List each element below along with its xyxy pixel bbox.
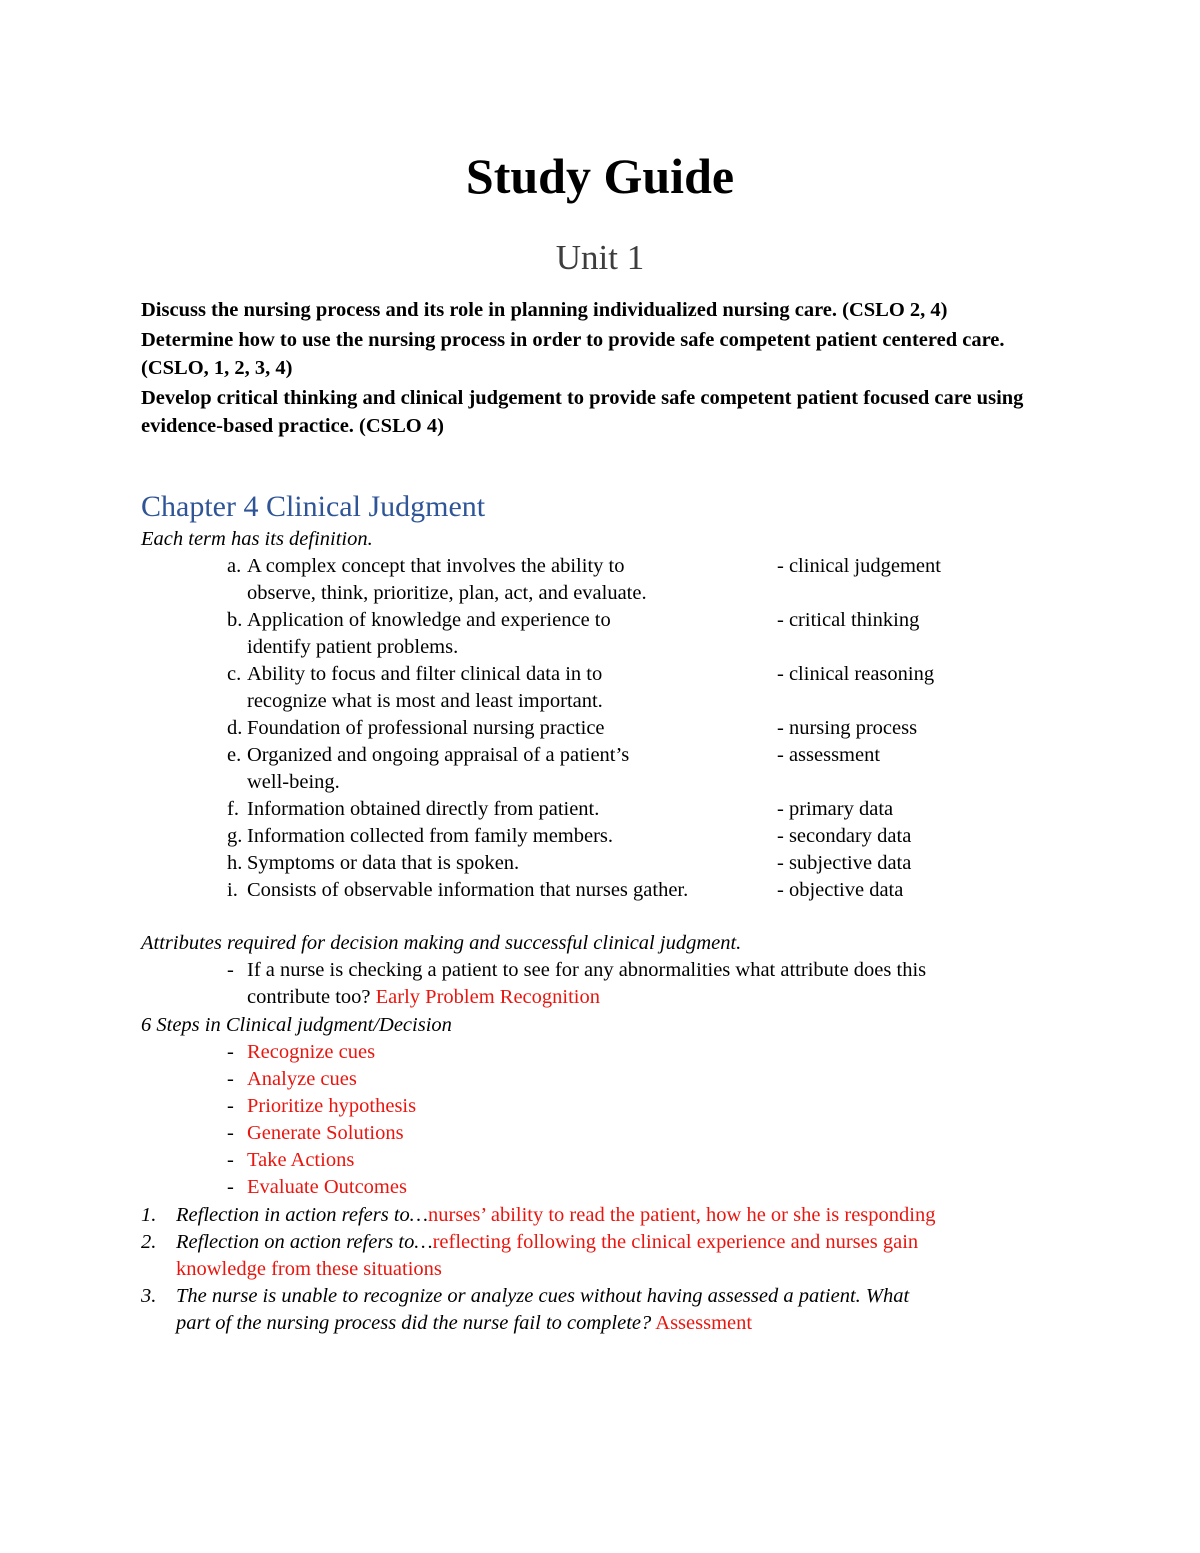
term-row (141, 877, 1101, 904)
term-answer: - nursing process (777, 717, 918, 739)
term-answer: - critical thinking (777, 609, 920, 631)
term-definition: Information collected from family members. (247, 825, 614, 847)
term-letter: h. (227, 852, 243, 874)
objective-1: Discuss the nursing process and its role in planning individualized nursing care. (CSLO 2, 4) (141, 299, 948, 321)
terms-intro: Each term has its definition. (141, 528, 373, 550)
list-item (141, 1120, 1081, 1147)
question-answer: reflecting following the clinical experience and nurses gain (432, 1231, 919, 1253)
list-item (141, 1066, 1081, 1093)
term-row (141, 742, 1101, 796)
term-row (141, 715, 1101, 742)
terms-list (141, 553, 1101, 904)
term-answer: - subjective data (777, 852, 912, 874)
term-answer: - objective data (777, 879, 904, 901)
dash-bullet: - (227, 959, 234, 981)
term-definition-cont: well-being. (247, 771, 340, 793)
question-answer-cont: knowledge from these situations (176, 1258, 442, 1280)
term-definition: Application of knowledge and experience to (247, 609, 611, 631)
question-prompt: The nurse is unable to recognize or analyze cues without having assessed a patient. What (176, 1285, 910, 1307)
term-row (141, 607, 1101, 661)
list-item (141, 1093, 1081, 1120)
dash-bullet: - (227, 1176, 234, 1198)
questions-list (141, 1202, 1081, 1337)
attributes-answer: Early Problem Recognition (375, 986, 600, 1008)
term-definition: Foundation of professional nursing practice (247, 717, 605, 739)
attributes-list (141, 957, 1081, 1011)
learning-objectives (141, 296, 1061, 442)
question-number: 3. (141, 1285, 157, 1307)
attributes-question-cont: contribute too? (247, 986, 371, 1008)
objective-3: Develop critical thinking and clinical judgement to provide safe competent patient focused care using evidence-based practice. (CSLO 4) (141, 387, 1024, 437)
list-item (141, 1229, 1081, 1283)
question-answer: Assessment (655, 1312, 753, 1334)
term-letter: c. (227, 663, 242, 685)
term-row (141, 796, 1101, 823)
term-letter: f. (227, 798, 239, 820)
term-answer: - assessment (777, 744, 881, 766)
dash-bullet: - (227, 1122, 234, 1144)
question-number: 1. (141, 1204, 157, 1226)
step-text: Evaluate Outcomes (247, 1176, 407, 1198)
question-answer: nurses’ ability to read the patient, how he or she is responding (428, 1204, 936, 1226)
unit-subtitle: Unit 1 (555, 238, 645, 277)
term-definition: Information obtained directly from patient. (247, 798, 600, 820)
dash-bullet: - (227, 1041, 234, 1063)
list-item (141, 1283, 1081, 1337)
term-definition-cont: observe, think, prioritize, plan, act, and evaluate. (247, 582, 647, 604)
question-prompt: Reflection on action refers to… (176, 1231, 433, 1253)
step-text: Prioritize hypothesis (247, 1095, 417, 1117)
step-text: Recognize cues (247, 1041, 376, 1063)
term-definition: Symptoms or data that is spoken. (247, 852, 520, 874)
step-text: Take Actions (247, 1149, 355, 1171)
question-number: 2. (141, 1231, 157, 1253)
objective-2: Determine how to use the nursing process in order to provide safe competent patient centered care. (CSLO, 1, 2, 3, 4) (141, 329, 1005, 379)
dash-bullet: - (227, 1095, 234, 1117)
term-letter: b. (227, 609, 243, 631)
term-definition-cont: recognize what is most and least important. (247, 690, 603, 712)
term-definition: A complex concept that involves the ability to (247, 555, 625, 577)
page-title: Study Guide (465, 148, 735, 204)
term-row (141, 823, 1101, 850)
term-letter: a. (227, 555, 242, 577)
term-definition: Ability to focus and filter clinical data in to (247, 663, 603, 685)
step-text: Generate Solutions (247, 1122, 404, 1144)
chapter-heading: Chapter 4 Clinical Judgment (141, 490, 486, 523)
term-answer: - primary data (777, 798, 894, 820)
dash-bullet: - (227, 1149, 234, 1171)
term-letter: g. (227, 825, 243, 847)
list-item (141, 1174, 1081, 1201)
term-letter: e. (227, 744, 242, 766)
term-definition-cont: identify patient problems. (247, 636, 459, 658)
list-item (141, 1039, 1081, 1066)
term-answer: - clinical reasoning (777, 663, 935, 685)
term-definition: Organized and ongoing appraisal of a patient’s (247, 744, 630, 766)
list-item (141, 1202, 1081, 1229)
term-letter: i. (227, 879, 238, 901)
steps-heading: 6 Steps in Clinical judgment/Decision (141, 1014, 452, 1036)
question-prompt: Reflection in action refers to… (176, 1204, 429, 1226)
term-row (141, 661, 1101, 715)
attributes-heading: Attributes required for decision making and successful clinical judgment. (141, 932, 742, 954)
term-definition: Consists of observable information that nurses gather. (247, 879, 689, 901)
dash-bullet: - (227, 1068, 234, 1090)
attributes-question: If a nurse is checking a patient to see for any abnormalities what attribute does this (247, 959, 927, 981)
term-answer: - clinical judgement (777, 555, 941, 577)
term-row (141, 553, 1101, 607)
question-prompt-cont: part of the nursing process did the nurse fail to complete? (176, 1312, 652, 1334)
term-letter: d. (227, 717, 243, 739)
list-item (141, 1147, 1081, 1174)
term-row (141, 850, 1101, 877)
list-item (141, 957, 1081, 1011)
term-answer: - secondary data (777, 825, 912, 847)
step-text: Analyze cues (247, 1068, 357, 1090)
steps-list (141, 1039, 1081, 1201)
